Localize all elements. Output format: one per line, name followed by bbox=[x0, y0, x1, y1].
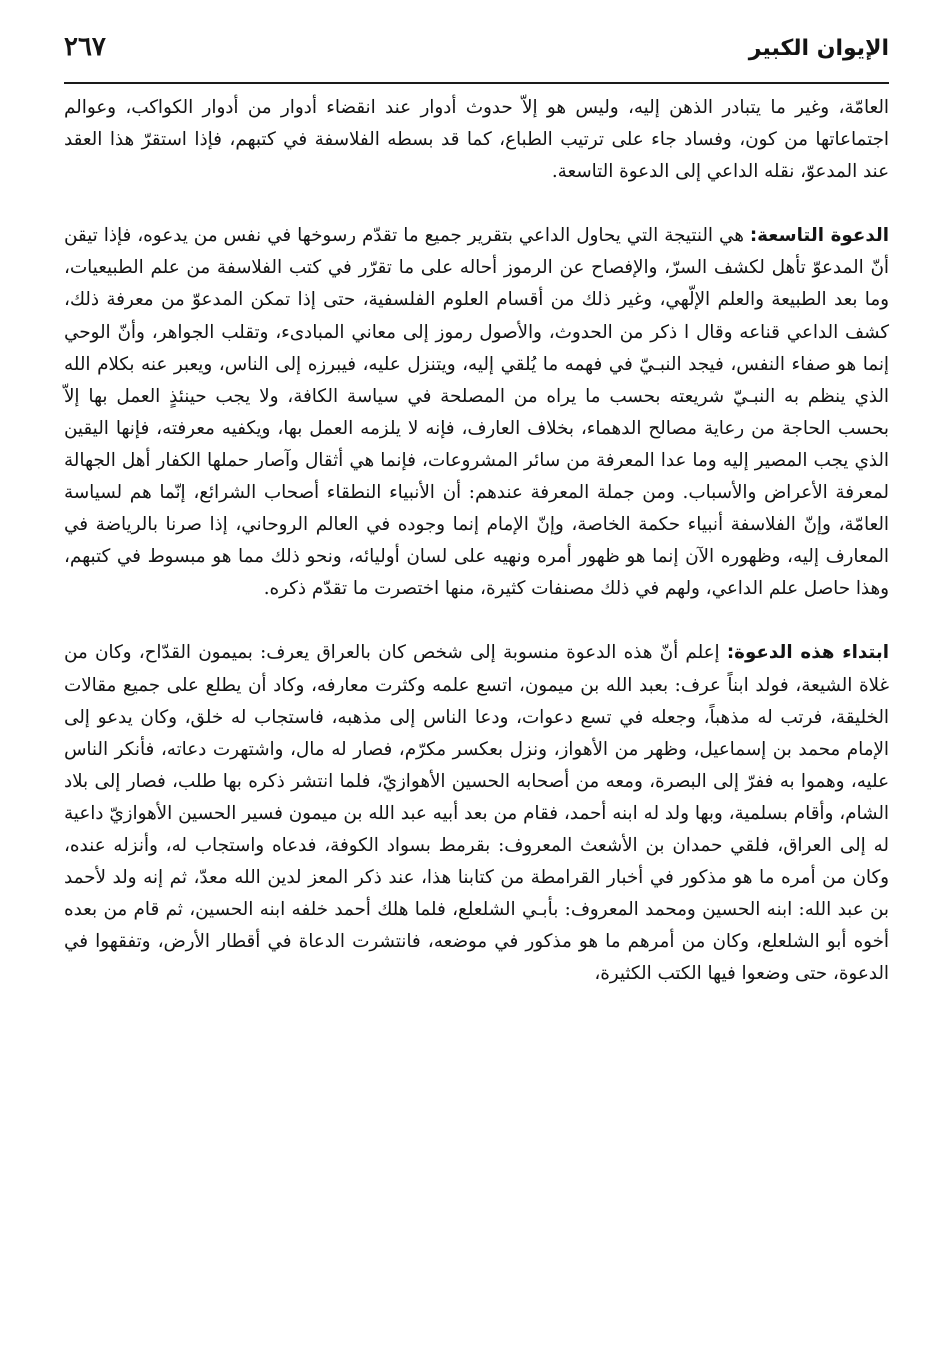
paragraph-2-text: هي النتيجة التي يحاول الداعي بتقرير جميع ما تقدّم رسوخها في نفس من يدعوه، فإذا تيقن أنّ المدعوّ تأهل لكشف السرّ، والإفصاح عن الرموز أحاله على ما تقرّر في كتب الفلاسفة من علم الطبيعيات، وما بعد الطبيعة والعلم الإلّهي، وغير ذلك من أقسام العلوم الفلسفية، حتى إذا تمكن المدعوّ من معرفة ذلك، كشف الداعي قناعه وقال ا ذكر من الحدوث، والأصول رموز إلى معاني المبادىء، وتقلب الجواهر، وأنّ الوحي إنما هو صفاء النفس، فيجد النبـيّ في فهمه ما يُلقي إليه، ويتنزل عليه، فيبرزه إلى الناس، ويعبر عنه بكلام الله الذي ينظم به النبـيّ شريعته بحسب ما يراه من المصلحة في سياسة الكافة، ولا يجب حينئذٍ العمل بها إلاّ بحسب الحاجة من رعاية مصالح الدهماء، بخلاف العارف، فإنه لا يلزمه العمل بها، ويكفيه معرفته، فإنها اليقين الذي يجب المصير إليه وما عدا المعرفة من سائر المشروعات، فإنما هي أثقال وآصار حملها الكفار أهل الجهالة لمعرفة الأعراض والأسباب. ومن جملة المعرفة عندهم: أن الأنبياء النطقاء أصحاب الشرائع، إنّما هم لسياسة العامّة، وإنّ الفلاسفة أنبياء حكمة الخاصة، وإنّ الإمام إنما وجوده في العالم الروحاني، إذا صرنا بالرياضة في المعارف إليه، وظهوره الآن إنما هو ظهور أمره ونهيه على لسان أوليائه، ونحو ذلك مما هو مبسوط في كتبهم، وهذا حاصل علم الداعي، ولهم في ذلك مصنفات كثيرة، منها اختصرت ما تقدّم ذكره. bbox=[64, 225, 889, 600]
paragraph-1-text: العامّة، وغير ما يتبادر الذهن إليه، وليس هو إلاّ حدوث أدوار عند انقضاء أدوار من أدوار الكواكب، وعوالم اجتماعاتها من كون، وفساد جاء على ترتيب الطباع، كما قد بسطه الفلاسفة في كتبهم، فإذا استقرّ هذا العقد عند المدعوّ، نقله الداعي إلى الدعوة التاسعة. bbox=[64, 97, 889, 183]
page-body bbox=[64, 92, 889, 990]
page-header bbox=[64, 26, 889, 84]
paragraph-3 bbox=[64, 637, 889, 990]
section-heading-origin: ابتداء هذه الدعوة: bbox=[726, 642, 889, 664]
running-title: الإيوان الكبير bbox=[748, 36, 889, 61]
section-heading-ninth-call: الدعوة التاسعة: bbox=[749, 225, 890, 247]
paragraph-1 bbox=[64, 92, 889, 188]
paragraph-2 bbox=[64, 220, 889, 605]
page-number: ٢٦٧ bbox=[64, 32, 106, 62]
paragraph-3-text: إعلم أنّ هذه الدعوة منسوبة إلى شخص كان بالعراق يعرف: بميمون القدّاح، وكان من غلاة الشيعة، فولد ابناً عرف: بعبد الله بن ميمون، اتسع علمه وكثرت معارفه، وكاد أن يطلع على جميع مقالات الخليقة، فرتب له مذهباً، وجعله في تسع دعوات، ودعا الناس إلى مذهبه، فاستجاب له خلق، وكان يدعو إلى الإمام محمد بن إسماعيل، وظهر من الأهواز، ونزل بعكسر مكرّم، فصار له مال، واشتهرت دعاته، فأنكر الناس عليه، وهموا به ففرّ إلى البصرة، ومعه من أصحابه الحسين الأهوازيّ، فلما انتشر ذكره بها طلب، فصار إلى بلاد الشام، وأقام بسلمية، وبها ولد له ابنه أحمد، فقام من بعد أبيه عبد الله بن ميمون فسير الحسين الأهوازيّ داعية له إلى العراق، فلقي حمدان بن الأشعث المعروف: بقرمط بسواد الكوفة، فدعاه واستجاب له، وأنزله عنده، وكان من أمره ما هو مذكور في أخبار القرامطة من كتابنا هذا، عند ذكر المعز لدين الله معدّ، ثم إنه ولد لأحمد بن عبد الله: ابنه الحسين ومحمد المعروف: بأبـي الشلعلع، فلما هلك أحمد خلفه ابنه الحسين، ثم قام من بعده أخوه أبو الشلعلع، وكان من أمرهم ما هو مذكور في موضعه، فانتشرت الدعاة في أقطار الأرض، وتفقهوا في الدعوة، حتى وضعوا فيها الكتب الكثيرة، bbox=[64, 642, 889, 985]
paragraph-spacer bbox=[64, 188, 889, 220]
paragraph-spacer bbox=[64, 605, 889, 637]
